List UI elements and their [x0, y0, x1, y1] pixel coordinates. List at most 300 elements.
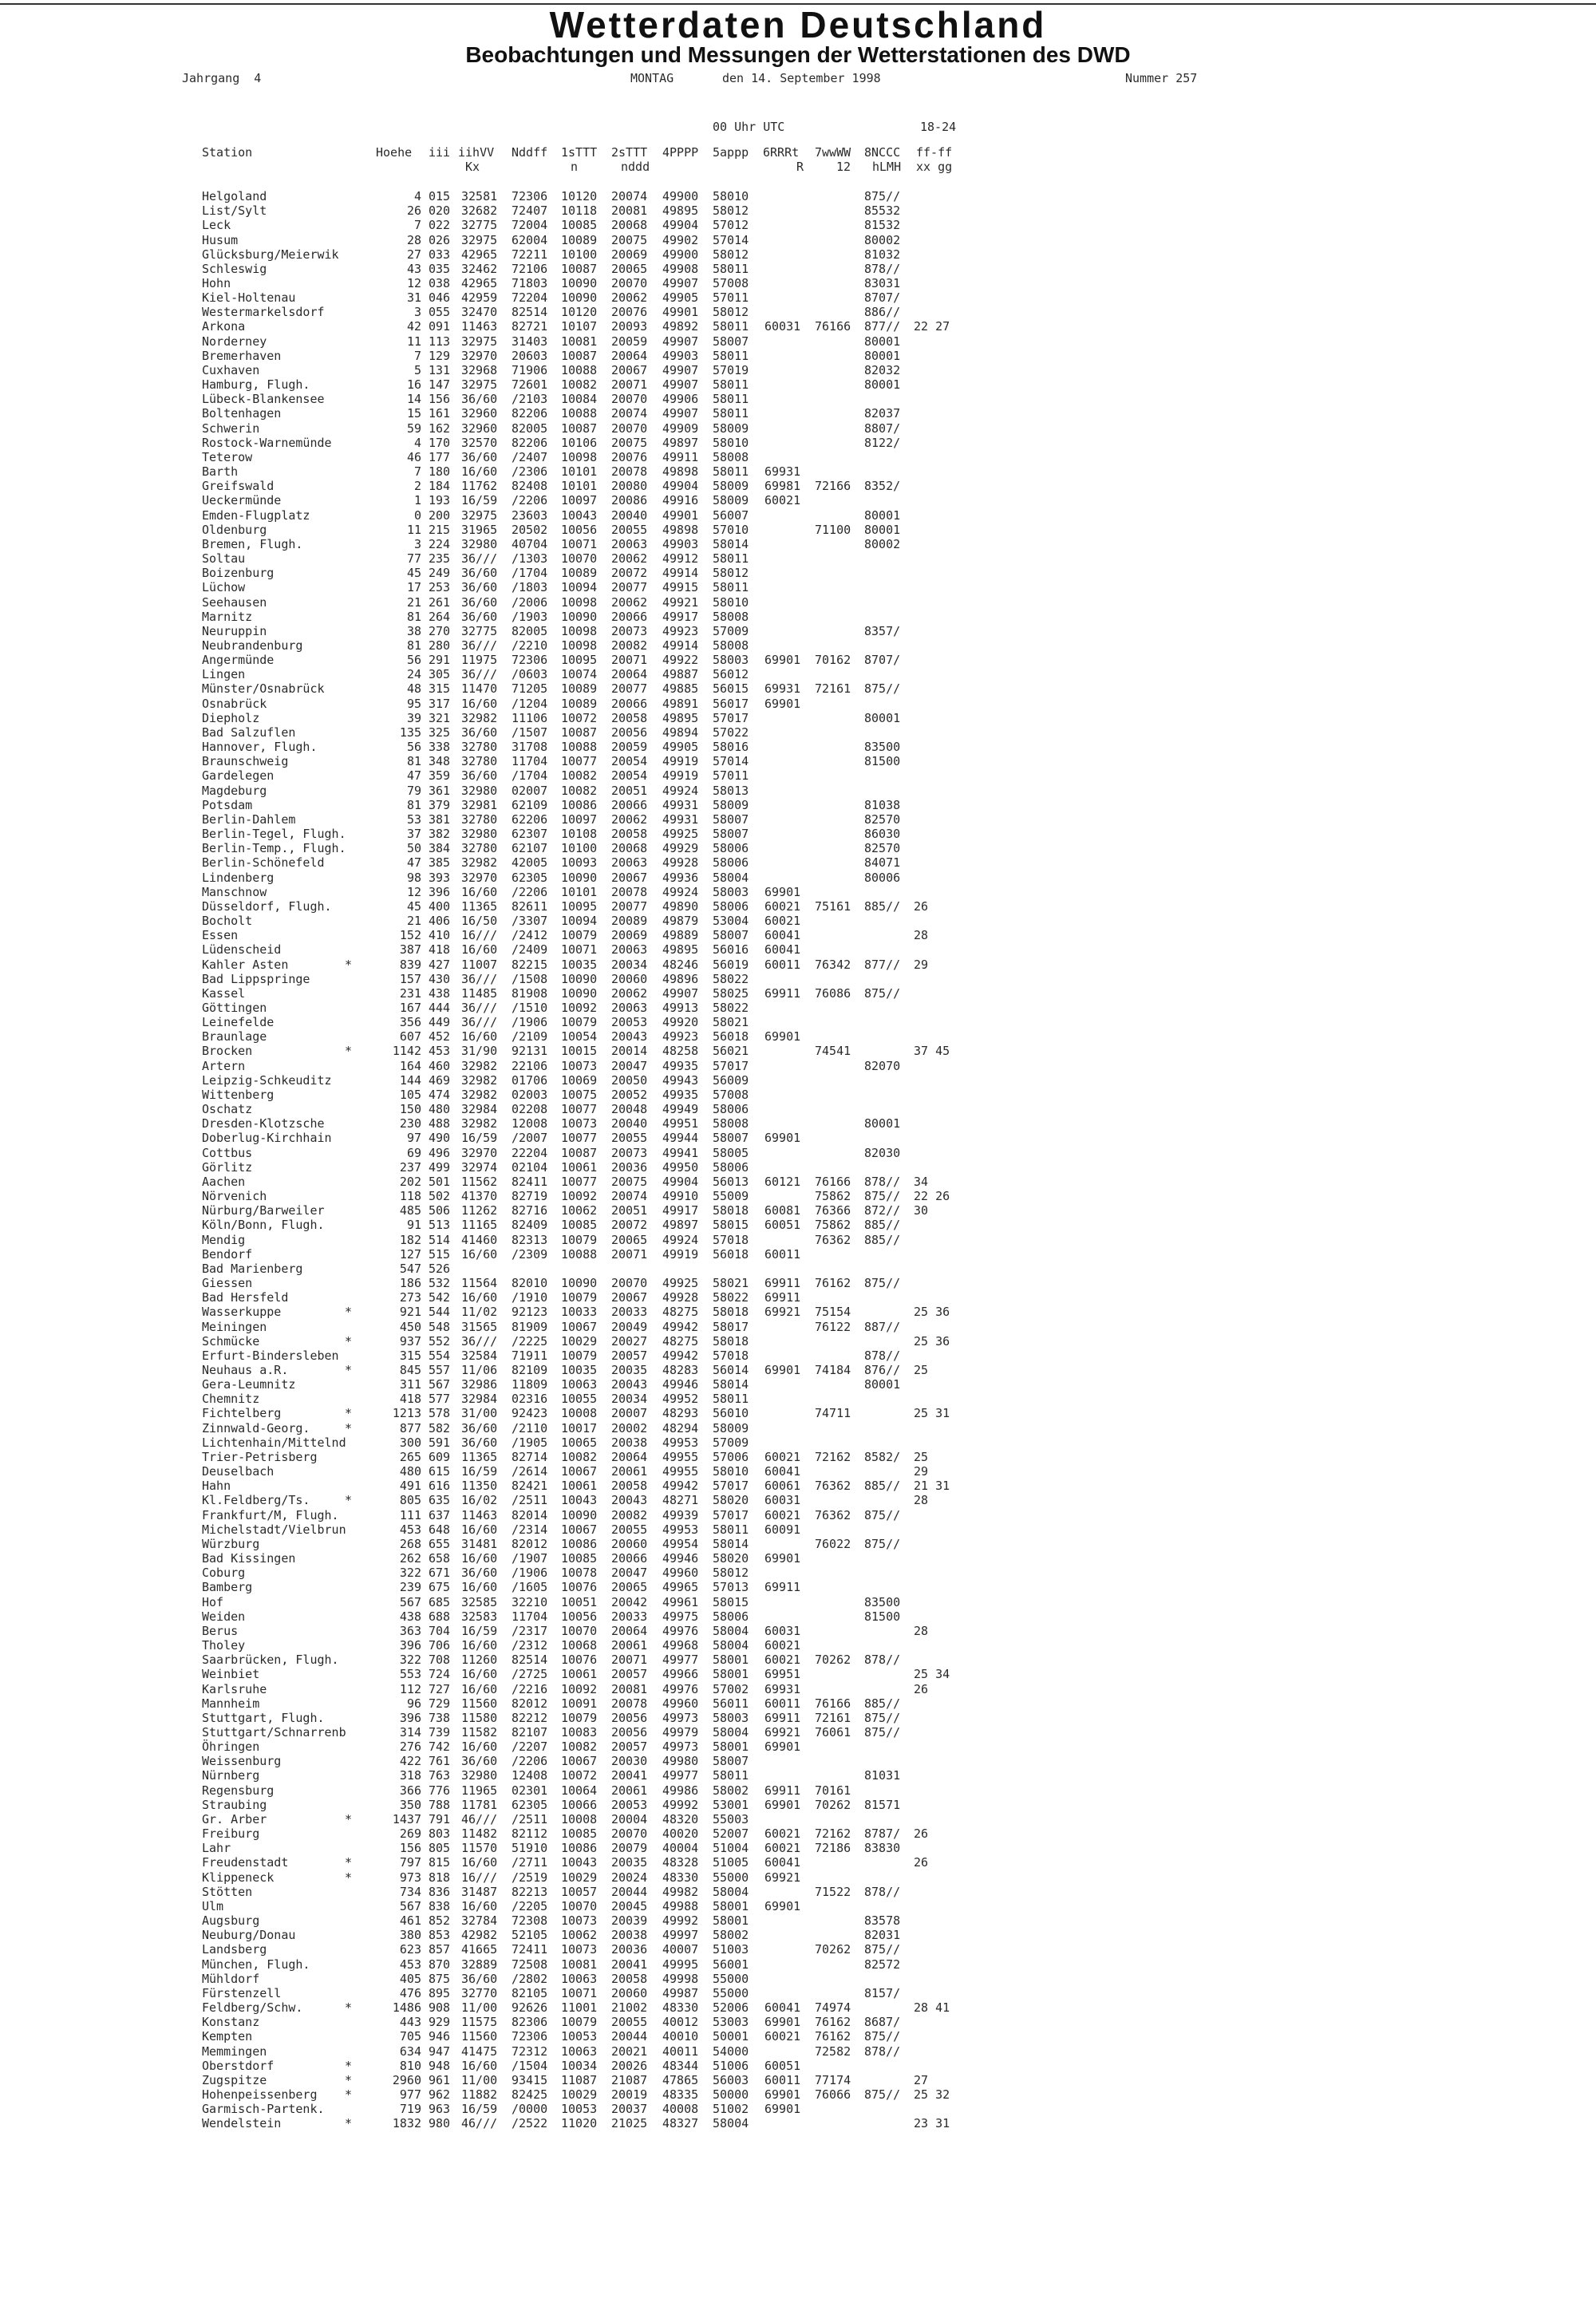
nddff-value: 02316: [512, 1392, 548, 1407]
sttt1-value: 10062: [561, 1203, 598, 1218]
iii-value: 532: [429, 1276, 451, 1290]
appp-value: 57009: [713, 1435, 749, 1450]
table-row: [0, 1435, 1596, 1450]
nccc-value: 82572: [864, 1957, 901, 1972]
ffff-value: 28: [914, 928, 929, 943]
table-row: [0, 523, 1596, 537]
iihvv-value: 16/60: [461, 884, 498, 899]
appp-value: 58009: [713, 493, 749, 508]
iihvv-value: 16/60: [461, 942, 498, 958]
nddff-value: 81908: [512, 985, 548, 1001]
sttt2-value: 20057: [611, 1667, 648, 1682]
appp-value: 55003: [713, 1811, 749, 1826]
iii-value: 675: [429, 1580, 451, 1595]
hoehe-value: 81: [406, 754, 421, 769]
table-row: [0, 2000, 1596, 2015]
sttt2-value: 20082: [611, 1507, 648, 1522]
table-row: [0, 1841, 1596, 1855]
sttt2-value: 20060: [611, 971, 648, 986]
appp-value: 58007: [713, 827, 749, 841]
nddff-value: 22204: [512, 1145, 548, 1160]
station-name: Potsdam: [202, 797, 253, 812]
table-row: [0, 580, 1596, 594]
rrrt-value: 69901: [764, 884, 801, 899]
sttt2-value: 20074: [611, 1189, 648, 1203]
iii-value: 235: [429, 551, 451, 566]
sttt1-value: 10079: [561, 1232, 598, 1247]
rrrt-value: 60031: [764, 1493, 801, 1508]
sttt1-value: 10087: [561, 725, 598, 740]
pppp-value: 49955: [662, 1464, 699, 1479]
iii-value: 499: [429, 1159, 451, 1175]
iihvv-value: 36///: [461, 551, 498, 566]
pppp-value: 49929: [662, 841, 699, 856]
appp-value: 58007: [713, 811, 749, 827]
nddff-value: /2205: [512, 1898, 548, 1913]
table-row: [0, 377, 1596, 392]
hoehe-value: 405: [399, 1971, 421, 1986]
weekday-label: MONTAG: [630, 71, 674, 85]
nddff-value: 32210: [512, 1594, 548, 1609]
iii-value: 393: [429, 870, 451, 885]
table-row: [0, 450, 1596, 464]
nccc-value: 885//: [864, 1479, 901, 1494]
appp-value: 57011: [713, 290, 749, 306]
nccc-value: 81500: [864, 1609, 901, 1624]
pppp-value: 49952: [662, 1392, 699, 1407]
pppp-value: 49898: [662, 464, 699, 479]
iii-value: 526: [429, 1261, 451, 1276]
station-name: Karlsruhe: [202, 1681, 267, 1696]
sttt1-value: 10074: [561, 667, 598, 682]
nccc-value: 877//: [864, 319, 901, 334]
appp-value: 57002: [713, 1681, 749, 1696]
wwww-value: 76162: [815, 1276, 851, 1290]
sttt2-value: 20070: [611, 1276, 648, 1290]
iii-value: 161: [429, 406, 451, 421]
sttt1-value: 10101: [561, 479, 598, 494]
nddff-value: /1906: [512, 1566, 548, 1581]
iii-value: 554: [429, 1348, 451, 1363]
appp-value: 58004: [713, 1638, 749, 1653]
col-8nccc: 8NCCC: [864, 145, 901, 160]
sttt2-value: 20050: [611, 1072, 648, 1088]
station-name: Diepholz: [202, 710, 260, 725]
sttt2-value: 20064: [611, 1449, 648, 1464]
station-name: Ulm: [202, 1898, 224, 1913]
col-nddff: Nddff: [512, 145, 548, 160]
iii-value: 513: [429, 1218, 451, 1233]
iihvv-value: 11/06: [461, 1363, 498, 1377]
hoehe-value: 53: [406, 811, 421, 827]
rrrt-value: 60021: [764, 2029, 801, 2044]
appp-value: 58018: [713, 1305, 749, 1320]
sttt2-value: 20079: [611, 1841, 648, 1856]
table-row: [0, 436, 1596, 450]
hoehe-value: 311: [399, 1377, 421, 1392]
hoehe-value: 705: [399, 2029, 421, 2044]
appp-value: 58004: [713, 1725, 749, 1739]
appp-value: 58018: [713, 1203, 749, 1218]
hoehe-value: 118: [399, 1189, 421, 1203]
hoehe-value: 231: [399, 985, 421, 1001]
appp-value: 58006: [713, 1159, 749, 1175]
station-name: Klippeneck: [202, 1870, 275, 1885]
iii-value: 020: [429, 203, 451, 219]
pppp-value: 49879: [662, 914, 699, 928]
table-row: [0, 1421, 1596, 1435]
wwww-value: 70161: [815, 1783, 851, 1798]
table-row: [0, 1899, 1596, 1913]
hoehe-value: 314: [399, 1725, 421, 1739]
pppp-value: 49900: [662, 189, 699, 203]
nddff-value: 92131: [512, 1044, 548, 1059]
appp-value: 58009: [713, 479, 749, 494]
iii-value: 291: [429, 653, 451, 668]
iihvv-value: 36///: [461, 1333, 498, 1349]
nddff-value: /2412: [512, 928, 548, 943]
nccc-value: 875//: [864, 2029, 901, 2044]
table-row: [0, 595, 1596, 610]
iihvv-value: 32780: [461, 811, 498, 827]
sttt2-value: 20019: [611, 2087, 648, 2102]
iii-value: 578: [429, 1406, 451, 1421]
rrrt-value: 60051: [764, 1218, 801, 1233]
nccc-value: 885//: [864, 1218, 901, 1233]
station-name: Bocholt: [202, 914, 253, 928]
sttt1-value: 10073: [561, 1116, 598, 1131]
table-row: [0, 1972, 1596, 1986]
iihvv-value: 16///: [461, 1870, 498, 1885]
ffff-value: 25 32: [914, 2087, 950, 2102]
sttt1-value: 10087: [561, 348, 598, 363]
pppp-value: 49895: [662, 710, 699, 725]
appp-value: 57008: [713, 276, 749, 290]
iihvv-value: 32981: [461, 797, 498, 812]
nddff-value: 31708: [512, 740, 548, 755]
pppp-value: 49889: [662, 928, 699, 943]
rrrt-value: 60011: [764, 1696, 801, 1711]
ffff-value: 28: [914, 1623, 929, 1638]
col-6rrrt: 6RRRt: [763, 145, 800, 160]
rrrt-value: 60041: [764, 1464, 801, 1479]
mountain-marker: *: [345, 1363, 353, 1377]
nddff-value: /2216: [512, 1681, 548, 1696]
nddff-value: /2006: [512, 594, 548, 610]
pppp-value: 49900: [662, 247, 699, 262]
sttt1-value: 10120: [561, 189, 598, 203]
iii-value: 838: [429, 1898, 451, 1913]
pppp-value: 49904: [662, 218, 699, 233]
table-row: [0, 914, 1596, 928]
table-row: [0, 653, 1596, 667]
appp-value: 58007: [713, 334, 749, 349]
ffff-value: 26: [914, 898, 929, 914]
table-row: [0, 1885, 1596, 1899]
hoehe-value: 450: [399, 1319, 421, 1334]
ffff-value: 28: [914, 1493, 929, 1508]
iihvv-value: 32975: [461, 377, 498, 393]
hoehe-value: 237: [399, 1159, 421, 1175]
iihvv-value: 32968: [461, 362, 498, 377]
wwww-value: 75862: [815, 1189, 851, 1203]
sttt2-value: 20051: [611, 783, 648, 798]
table-row: [0, 566, 1596, 580]
iii-value: 438: [429, 985, 451, 1001]
nddff-value: /1204: [512, 696, 548, 711]
sttt1-value: 10088: [561, 362, 598, 377]
pppp-value: 40020: [662, 1826, 699, 1842]
hoehe-value: 734: [399, 1884, 421, 1899]
table-row: [0, 319, 1596, 334]
nddff-value: /1907: [512, 1551, 548, 1566]
station-name: Manschnow: [202, 884, 267, 899]
sttt2-value: 20055: [611, 1131, 648, 1146]
iihvv-value: 16/60: [461, 1638, 498, 1653]
station-name: Berlin-Dahlem: [202, 811, 296, 827]
rrrt-value: 69951: [764, 1667, 801, 1682]
table-row: [0, 1247, 1596, 1262]
rrrt-value: 60021: [764, 1653, 801, 1668]
iihvv-value: 32889: [461, 1957, 498, 1972]
pppp-value: 49901: [662, 507, 699, 523]
pppp-value: 49912: [662, 551, 699, 566]
table-row: [0, 1609, 1596, 1624]
pppp-value: 49931: [662, 797, 699, 812]
hoehe-value: 418: [399, 1392, 421, 1407]
appp-value: 57011: [713, 768, 749, 784]
iihvv-value: 36///: [461, 638, 498, 653]
wwww-value: 76061: [815, 1725, 851, 1739]
sttt2-value: 20068: [611, 841, 648, 856]
appp-value: 57017: [713, 710, 749, 725]
col-7wwww: 7wwWW: [815, 145, 851, 160]
sttt2-value: 20030: [611, 1754, 648, 1769]
table-row: [0, 2073, 1596, 2087]
iihvv-value: 42982: [461, 1928, 498, 1943]
sttt1-value: 10090: [561, 1507, 598, 1522]
hoehe-value: 81: [406, 638, 421, 653]
station-name: Neuburg/Donau: [202, 1928, 296, 1943]
pppp-value: 40011: [662, 2044, 699, 2059]
station-name: Mannheim: [202, 1696, 260, 1711]
iihvv-value: 11570: [461, 1841, 498, 1856]
iihvv-value: 36/60: [461, 1566, 498, 1581]
nddff-value: 72306: [512, 653, 548, 668]
iii-value: 444: [429, 1001, 451, 1015]
pppp-value: 49907: [662, 276, 699, 290]
table-row: [0, 508, 1596, 523]
appp-value: 56007: [713, 507, 749, 523]
iii-value: 384: [429, 841, 451, 856]
hoehe-value: 186: [399, 1276, 421, 1290]
nccc-value: 875//: [864, 189, 901, 203]
iii-value: 852: [429, 1913, 451, 1928]
appp-value: 56013: [713, 1174, 749, 1189]
appp-value: 56018: [713, 1246, 749, 1262]
table-row: [0, 1812, 1596, 1826]
sttt2-value: 20071: [611, 653, 648, 668]
station-name: Mühldorf: [202, 1971, 260, 1986]
appp-value: 58012: [713, 203, 749, 219]
hoehe-value: 476: [399, 1985, 421, 2000]
table-row: [0, 305, 1596, 319]
iihvv-value: 16/60: [461, 1029, 498, 1044]
rrrt-value: 69901: [764, 1131, 801, 1146]
sttt1-value: 10100: [561, 247, 598, 262]
wwww-value: 71522: [815, 1884, 851, 1899]
station-name: Ueckermünde: [202, 493, 282, 508]
nddff-value: 11106: [512, 710, 548, 725]
iii-value: 658: [429, 1551, 451, 1566]
iihvv-value: 41460: [461, 1232, 498, 1247]
iihvv-value: 16///: [461, 928, 498, 943]
appp-value: 58001: [713, 1653, 749, 1668]
hoehe-value: 315: [399, 1348, 421, 1363]
sttt2-value: 20061: [611, 1783, 648, 1798]
iii-value: 315: [429, 681, 451, 697]
rrrt-value: 69901: [764, 1551, 801, 1566]
pppp-value: 49896: [662, 971, 699, 986]
table-row: [0, 681, 1596, 696]
col-ffff: ff-ff: [916, 145, 953, 160]
sttt2-value: 20067: [611, 1290, 648, 1305]
station-name: Soltau: [202, 551, 246, 566]
wwww-value: 76342: [815, 957, 851, 972]
ffff-value: 37 45: [914, 1044, 950, 1059]
nddff-value: /2007: [512, 1131, 548, 1146]
table-row: [0, 290, 1596, 305]
sttt2-value: 20076: [611, 449, 648, 464]
sttt1-value: 10101: [561, 464, 598, 479]
hoehe-value: 11: [406, 522, 421, 537]
appp-value: 53004: [713, 914, 749, 928]
appp-value: 58003: [713, 1710, 749, 1725]
iihvv-value: 36/60: [461, 1435, 498, 1450]
appp-value: 58010: [713, 189, 749, 203]
table-row: [0, 667, 1596, 681]
sttt2-value: 20054: [611, 754, 648, 769]
rrrt-value: 69901: [764, 2102, 801, 2117]
pppp-value: 49955: [662, 1449, 699, 1464]
col-kx: Kx: [465, 160, 480, 174]
hoehe-value: 39: [406, 710, 421, 725]
appp-value: 57018: [713, 1232, 749, 1247]
table-row: [0, 754, 1596, 768]
table-row: [0, 986, 1596, 1001]
iihvv-value: 16/60: [461, 1855, 498, 1870]
sttt1-value: 10070: [561, 551, 598, 566]
sttt1-value: 10087: [561, 261, 598, 276]
table-row: [0, 1768, 1596, 1783]
iihvv-value: 11260: [461, 1653, 498, 1668]
hoehe-value: 7: [413, 218, 421, 233]
pppp-value: 49917: [662, 609, 699, 624]
nddff-value: 20502: [512, 522, 548, 537]
table-row: [0, 551, 1596, 566]
nddff-value: 82014: [512, 1507, 548, 1522]
iihvv-value: 11582: [461, 1725, 498, 1739]
mountain-marker: *: [345, 957, 353, 972]
rrrt-value: 60031: [764, 1623, 801, 1638]
appp-value: 58001: [713, 1898, 749, 1913]
iii-value: 729: [429, 1696, 451, 1711]
station-name: Würzburg: [202, 1536, 260, 1551]
iihvv-value: 31965: [461, 522, 498, 537]
mountain-marker: *: [345, 2072, 353, 2087]
sttt1-value: 10034: [561, 2058, 598, 2073]
nccc-value: 872//: [864, 1203, 901, 1218]
sttt1-value: 10097: [561, 493, 598, 508]
rrrt-value: 60061: [764, 1479, 801, 1494]
station-name: Weiden: [202, 1609, 246, 1624]
iihvv-value: 46///: [461, 2116, 498, 2131]
nddff-value: 40704: [512, 536, 548, 551]
iihvv-value: 36/60: [461, 1420, 498, 1435]
iii-value: 506: [429, 1203, 451, 1218]
sttt1-value: 10073: [561, 1058, 598, 1073]
nddff-value: /2206: [512, 1754, 548, 1769]
mountain-marker: *: [345, 1420, 353, 1435]
iii-value: 635: [429, 1493, 451, 1508]
nddff-value: 72211: [512, 247, 548, 262]
table-row: [0, 1798, 1596, 1812]
rrrt-value: 60081: [764, 1203, 801, 1218]
appp-value: 51002: [713, 2102, 749, 2117]
hoehe-value: 318: [399, 1768, 421, 1783]
wwww-value: 71100: [815, 522, 851, 537]
sttt2-value: 20069: [611, 928, 648, 943]
hoehe-value: 81: [406, 797, 421, 812]
rrrt-value: 60021: [764, 1841, 801, 1856]
nddff-value: 62004: [512, 232, 548, 247]
nccc-value: 83500: [864, 1594, 901, 1609]
nddff-value: 62305: [512, 870, 548, 885]
pppp-value: 49908: [662, 261, 699, 276]
iihvv-value: 11975: [461, 653, 498, 668]
iii-value: 496: [429, 1145, 451, 1160]
iii-value: 805: [429, 1841, 451, 1856]
sttt2-value: 20074: [611, 406, 648, 421]
nddff-value: 31403: [512, 334, 548, 349]
iii-value: 015: [429, 189, 451, 203]
iihvv-value: 16/60: [461, 1522, 498, 1537]
sttt1-value: 10070: [561, 1623, 598, 1638]
sttt2-value: 20062: [611, 594, 648, 610]
nddff-value: 82514: [512, 305, 548, 320]
sttt2-value: 20024: [611, 1870, 648, 1885]
station-name: Chemnitz: [202, 1392, 260, 1407]
pppp-value: 49907: [662, 406, 699, 421]
iii-value: 704: [429, 1623, 451, 1638]
sttt2-value: 20066: [611, 609, 648, 624]
iii-value: 406: [429, 914, 451, 928]
sttt1-value: 10081: [561, 334, 598, 349]
table-row: [0, 768, 1596, 783]
iihvv-value: 32975: [461, 232, 498, 247]
appp-value: 57018: [713, 1348, 749, 1363]
iii-value: 280: [429, 638, 451, 653]
mountain-marker: *: [345, 1044, 353, 1059]
nccc-value: 82030: [864, 1145, 901, 1160]
iii-value: 948: [429, 2058, 451, 2073]
nddff-value: 02208: [512, 1102, 548, 1117]
station-name: Schwerin: [202, 421, 260, 436]
sttt2-value: 20038: [611, 1435, 648, 1450]
nccc-value: 875//: [864, 1942, 901, 1957]
table-row: [0, 1580, 1596, 1594]
sttt2-value: 20043: [611, 1377, 648, 1392]
